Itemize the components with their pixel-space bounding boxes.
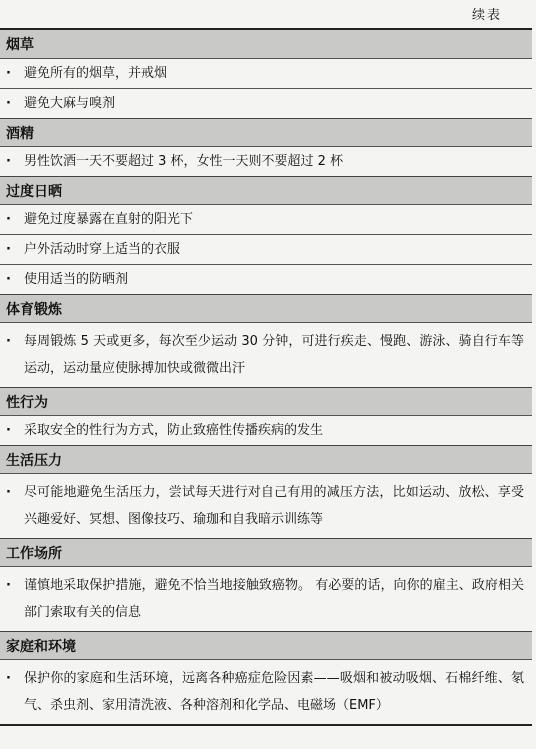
row-text: 户外活动时穿上适当的衣服 — [24, 241, 181, 257]
bullet-icon: · — [6, 154, 11, 169]
bullet-icon: · — [6, 423, 11, 438]
row-text: 避免所有的烟草，并戒烟 — [24, 65, 168, 81]
table-row — [0, 234, 532, 264]
table-row — [0, 415, 532, 445]
section-header-life-stress: 生活压力 — [0, 445, 532, 473]
table-row — [0, 566, 532, 631]
row-text: 男性饮酒一天不要超过 3 杯，女性一天则不要超过 2 杯 — [24, 153, 344, 169]
row-text: 谨慎地采取保护措施，避免不恰当地接触致癌物。 有必要的话，向你的雇主、政府相关部门索取有关的信息 — [24, 578, 524, 620]
row-text: 保护你的家庭和生活环境，远离各种癌症危险因素——吸烟和被动吸烟、石棉纤维、氡气、杀虫剂、家用清洗液、各种溶剂和化学品、电磁场（EMF） — [24, 671, 524, 713]
bullet-icon: · — [6, 66, 11, 81]
section-header-home-environment: 家庭和环境 — [0, 631, 532, 659]
section-header-workplace: 工作场所 — [0, 538, 532, 566]
bullet-icon: · — [6, 242, 11, 257]
row-text: 避免大麻与嗅剂 — [24, 95, 116, 111]
section-header-sun-exposure: 过度日晒 — [0, 176, 532, 204]
prevention-table — [0, 28, 532, 726]
row-text: 每周锻炼 5 天或更多，每次至少运动 30 分钟，可进行疾走、慢跑、游泳、骑自行车等运动，运动量应使脉搏加快或微微出汗 — [24, 334, 524, 376]
bullet-icon: · — [6, 578, 11, 593]
row-text: 尽可能地避免生活压力，尝试每天进行对自己有用的减压方法，比如运动、放松、享受兴趣爱好、冥想、图像技巧、瑜珈和自我暗示训练等 — [24, 485, 524, 527]
section-header-alcohol: 酒精 — [0, 118, 532, 146]
row-text: 使用适当的防晒剂 — [24, 271, 129, 287]
bullet-icon: · — [6, 212, 11, 227]
table-row — [0, 264, 532, 294]
table-row — [0, 204, 532, 234]
bullet-icon: · — [6, 96, 11, 111]
table-row — [0, 322, 532, 387]
table-row — [0, 146, 532, 176]
bullet-icon: · — [6, 485, 11, 500]
table-row — [0, 58, 532, 88]
bullet-icon: · — [6, 272, 11, 287]
table-row — [0, 88, 532, 118]
section-header-exercise: 体育锻炼 — [0, 294, 532, 322]
bullet-icon: · — [6, 334, 11, 349]
continued-label: 续表 — [471, 8, 502, 23]
row-text: 采取安全的性行为方式，防止致癌性传播疾病的发生 — [24, 422, 324, 438]
section-header-sexual-behavior: 性行为 — [0, 387, 532, 415]
table-row — [0, 659, 532, 724]
table-row — [0, 473, 532, 538]
section-header-tobacco: 烟草 — [0, 30, 532, 58]
bullet-icon: · — [6, 671, 11, 686]
row-text: 避免过度暴露在直射的阳光下 — [24, 211, 194, 227]
